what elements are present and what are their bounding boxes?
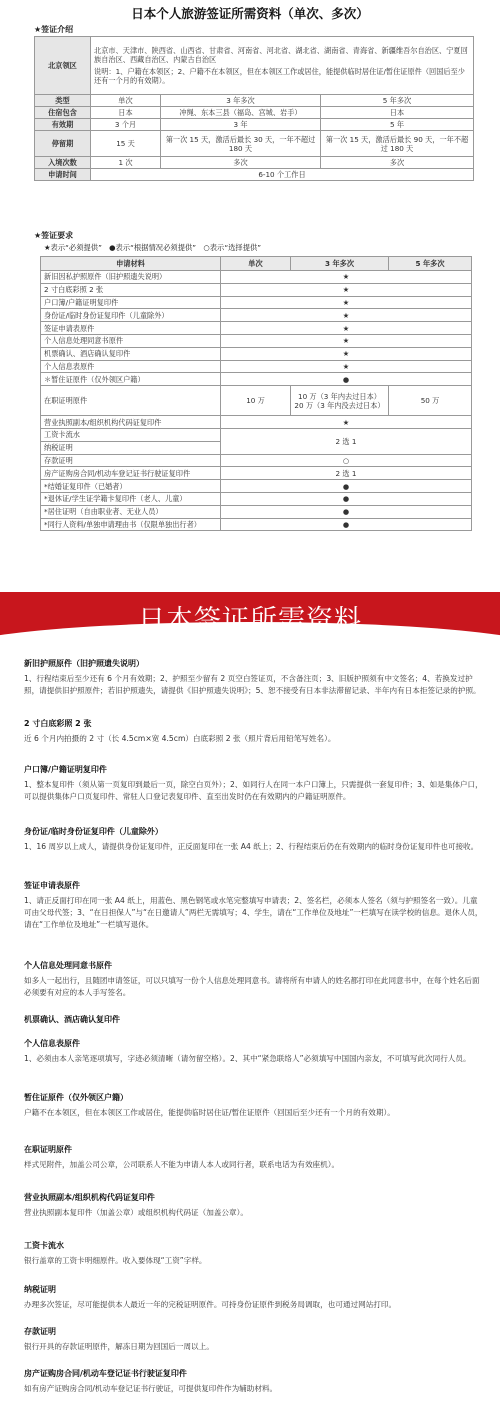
detail-heading: 纳税证明	[24, 1285, 56, 1294]
detail-block	[24, 1144, 484, 1171]
detail-text: 1、请正反面打印在同一张 A4 纸上，用蓝色、黑色钢笔或水笔完整填写申请表；2、签名栏，必须本人签名（须与护照签名一致）。儿童可由父母代签；3、“在日担保人”与“在日邀请人”两栏无需填写；4、学生，请在“工作单位及地址”一栏填写在读学校的信息。退休人员，请在“工作单位及地址”一栏填写退休。	[24, 896, 483, 930]
row-b: 多次	[161, 157, 321, 169]
requirements-heading: ★签证要求	[34, 231, 74, 240]
detail-heading: 身份证/临时身份证复印件（儿童除外）	[24, 827, 163, 836]
req-name: 签证申请表原件	[41, 322, 221, 335]
detail-text: 如多人一起出行，且随团申请签证，可以只填写一份个人信息处理同意书。请将所有申请人的姓名都打印在此同意书中，在每个姓名后面必须要有对应的本人手写签名。	[24, 976, 480, 998]
row-label: 停留期	[35, 131, 91, 157]
intro-heading: ★签证介绍	[34, 25, 74, 34]
req-name: ＊暂住证原件（仅外领区户籍）	[41, 373, 221, 386]
income-name: 在职证明原件	[41, 386, 221, 416]
req-mark: ●	[221, 518, 472, 531]
detail-text: 样式见附件，加盖公司公章，公司联系人不能为申请人本人或同行者，联系电话为有效座机）。	[24, 1160, 340, 1169]
req-name: 个人信息处理同意书原件	[41, 334, 221, 347]
detail-block	[24, 718, 484, 745]
detail-text: 银行盖章的工资卡明细原件。收入要体现“工资”字样。	[24, 1256, 207, 1265]
income-3year-line1: 10 万（3 年内去过日本）	[298, 391, 381, 401]
req-name: 个人信息表原件	[41, 360, 221, 373]
req-name: 营业执照副本/组织机构代码证复印件	[41, 416, 221, 429]
detail-text: 办理多次签证，尽可能提供本人最近一年的完税证明原件。可持身份证原件到税务局调取，也可通过网站打印。	[24, 1300, 397, 1309]
detail-text: 近 6 个月内拍摄的 2 寸（长 4.5cm×宽 4.5cm）白底彩照 2 张（照片背后用铅笔写姓名）。	[24, 734, 336, 743]
req-name: 身份证/临时身份证复印件（儿童除外）	[41, 309, 221, 322]
row-c: 日本	[321, 107, 474, 119]
req-mark: ★	[221, 271, 472, 284]
detail-block	[24, 1326, 484, 1353]
detail-heading: 2 寸白底彩照 2 张	[24, 719, 92, 728]
detail-heading: 新旧护照原件（旧护照遗失说明）	[24, 659, 144, 668]
req-mark: ★	[221, 309, 472, 322]
req-name: *结婚证复印件（已婚者）	[41, 480, 221, 493]
summary-panel	[0, 0, 500, 590]
detail-text: 1、行程结束后至少还有 6 个月有效期；2、护照至少留有 2 页空白签证页，不含备注页；3、旧版护照须有中文签名；4、若换发过护照，请提供旧护照原件；若旧护照遗失，请提供《旧护照遗失说明》；5、恕不接受有日本非法滞留记录、半年内有日本拒签记录的护照。	[24, 674, 481, 696]
req-name: *同行人资料/单独申请理由书（仅限单独出行者）	[41, 518, 221, 531]
row-label: 类型	[35, 95, 91, 107]
req-mark: ★	[221, 322, 472, 335]
req-mark: ●	[221, 373, 472, 386]
row-a: 1 次	[91, 157, 161, 169]
header-single: 单次	[221, 257, 291, 271]
requirements-table	[40, 256, 472, 531]
detail-text: 银行开具的存款证明原件，解冻日期为回国后一周以上。	[24, 1342, 214, 1351]
banner-title: 日本签证所需资料	[138, 605, 362, 636]
req-mark: 2 选 1	[221, 467, 472, 480]
row-b: 3 年	[161, 119, 321, 131]
income-3year-line2: 20 万（3 年内没去过日本）	[294, 400, 385, 410]
income-3year	[291, 386, 389, 416]
detail-block	[24, 1240, 484, 1267]
detail-block	[24, 1014, 484, 1029]
time-value: 6-10 个工作日	[91, 169, 474, 181]
detail-heading: 签证申请表原件	[24, 881, 80, 890]
row-b: 冲绳、东本三县（福岛、宫城、岩手）	[161, 107, 321, 119]
req-mark: ★	[221, 347, 472, 360]
req-name: 工资卡流水	[41, 428, 221, 441]
req-name: 纳税证明	[41, 441, 221, 454]
req-name: 新旧因私护照原件（旧护照遗失说明）	[41, 271, 221, 284]
legend: ★表示“必须提供” ●表示“根据情况必须提供” ○表示“选择提供”	[44, 243, 262, 252]
detail-block	[24, 880, 484, 931]
detail-block	[24, 658, 484, 697]
row-label: 有效期	[35, 119, 91, 131]
income-single: 10 万	[221, 386, 291, 416]
detail-heading: 存款证明	[24, 1327, 56, 1336]
header-5year: 5 年多次	[389, 257, 472, 271]
income-5year: 50 万	[389, 386, 472, 416]
detail-block	[24, 1284, 484, 1311]
detail-heading: 房产证购房合同/机动车登记证书行驶证复印件	[24, 1369, 187, 1378]
detail-block	[24, 1038, 484, 1065]
req-name: 户口簿/户籍证明复印件	[41, 296, 221, 309]
detail-heading: 个人信息表原件	[24, 1039, 80, 1048]
intro-table	[34, 36, 474, 181]
detail-heading: 营业执照副本/组织机构代码证复印件	[24, 1193, 155, 1202]
row-b: 3 年多次	[161, 95, 321, 107]
req-mark: ★	[221, 296, 472, 309]
req-name: 2 寸白底彩照 2 张	[41, 283, 221, 296]
detail-heading: 暂住证原件（仅外领区户籍）	[24, 1093, 128, 1102]
req-mark: ★	[221, 360, 472, 373]
req-mark: ★	[221, 334, 472, 347]
detail-heading: 在职证明原件	[24, 1145, 72, 1154]
detail-heading: 个人信息处理同意书原件	[24, 961, 112, 970]
req-mark: ★	[221, 416, 472, 429]
detail-heading: 户口簿/户籍证明复印件	[24, 765, 107, 774]
header-3year: 3 年多次	[291, 257, 389, 271]
req-mark: ●	[221, 492, 472, 505]
row-c: 5 年多次	[321, 95, 474, 107]
row-c: 5 年	[321, 119, 474, 131]
detail-block	[24, 1368, 484, 1395]
time-label: 申请时间	[35, 169, 91, 181]
req-mark: ●	[221, 505, 472, 518]
row-label: 入境次数	[35, 157, 91, 169]
region-text: 北京市、天津市、陕西省、山西省、甘肃省、河南省、河北省、湖北省、湖南省、青海省、新疆维吾尔自治区、宁夏回族自治区、西藏自治区、内蒙古自治区	[94, 46, 468, 64]
detail-text: 1、必须由本人亲笔逐项填写，字迹必须清晰（请勿留空格）。2、其中“紧急联络人”必须填写中国国内亲友，不可填写此次同行人员。	[24, 1054, 471, 1063]
detail-text: 1、整本复印件（须从第一页复印到最后一页，除空白页外）；2、如同行人在同一本户口簿上，只需提供一套复印件；3、如是集体户口，可以提供集体户口页复印件、常驻人口登记表复印件、直至出发时仍在有效期内的户籍证明原件。	[24, 780, 483, 802]
detail-block	[24, 1092, 484, 1119]
row-b: 第一次 15 天，激活后最长 30 天，一年不超过 180 天	[161, 131, 321, 157]
header-material: 申请材料	[41, 257, 221, 271]
row-a: 3 个月	[91, 119, 161, 131]
detail-text: 户籍不在本领区，但在本领区工作或居住，能提供临时居住证/暂住证原件（回国后至少还有一个月的有效期）。	[24, 1108, 395, 1117]
req-name: *退休证/学生证学籍卡复印件（老人、儿童）	[41, 492, 221, 505]
detail-block	[24, 826, 484, 853]
req-name: *居住证明（自由职业者、无业人员）	[41, 505, 221, 518]
row-c: 多次	[321, 157, 474, 169]
req-name: 房产证购房合同/机动车登记证书行驶证复印件	[41, 467, 221, 480]
req-name: 机票确认、酒店确认复印件	[41, 347, 221, 360]
req-name: 存款证明	[41, 454, 221, 467]
region-note: 说明：1、户籍在本领区；2、户籍不在本领区，但在本领区工作或居住，能提供临时居住证/暂住证原件（回国后至少还有一个月的有效期）。	[94, 67, 465, 85]
region-cell	[91, 37, 474, 95]
row-label: 住宿包含	[35, 107, 91, 119]
page-title: 日本个人旅游签证所需资料（单次、多次）	[131, 6, 369, 21]
row-a: 日本	[91, 107, 161, 119]
detail-heading: 机票确认、酒店确认复印件	[24, 1015, 120, 1024]
detail-text: 1、16 周岁以上成人，请提供身份证复印件，正反面复印在一张 A4 纸上；2、行程结束后仍在有效期内的临时身份证复印件也可接收。	[24, 842, 479, 851]
row-a: 单次	[91, 95, 161, 107]
row-a: 15 天	[91, 131, 161, 157]
region-label: 北京领区	[35, 37, 91, 95]
detail-block	[24, 960, 484, 999]
detail-text: 如有房产证购房合同/机动车登记证书行驶证，可提供复印件作为辅助材料。	[24, 1384, 278, 1393]
req-mark: ★	[221, 283, 472, 296]
req-mark: ●	[221, 480, 472, 493]
detail-text: 营业执照副本复印件（加盖公章）或组织机构代码证（加盖公章）。	[24, 1208, 249, 1217]
detail-heading: 工资卡流水	[24, 1241, 64, 1250]
detail-block	[24, 764, 484, 803]
req-mark: ○	[221, 454, 472, 467]
detail-block	[24, 1192, 484, 1219]
row-c: 第一次 15 天，激活后最长 90 天，一年不超过 180 天	[321, 131, 474, 157]
req-mark: 2 选 1	[221, 428, 472, 454]
